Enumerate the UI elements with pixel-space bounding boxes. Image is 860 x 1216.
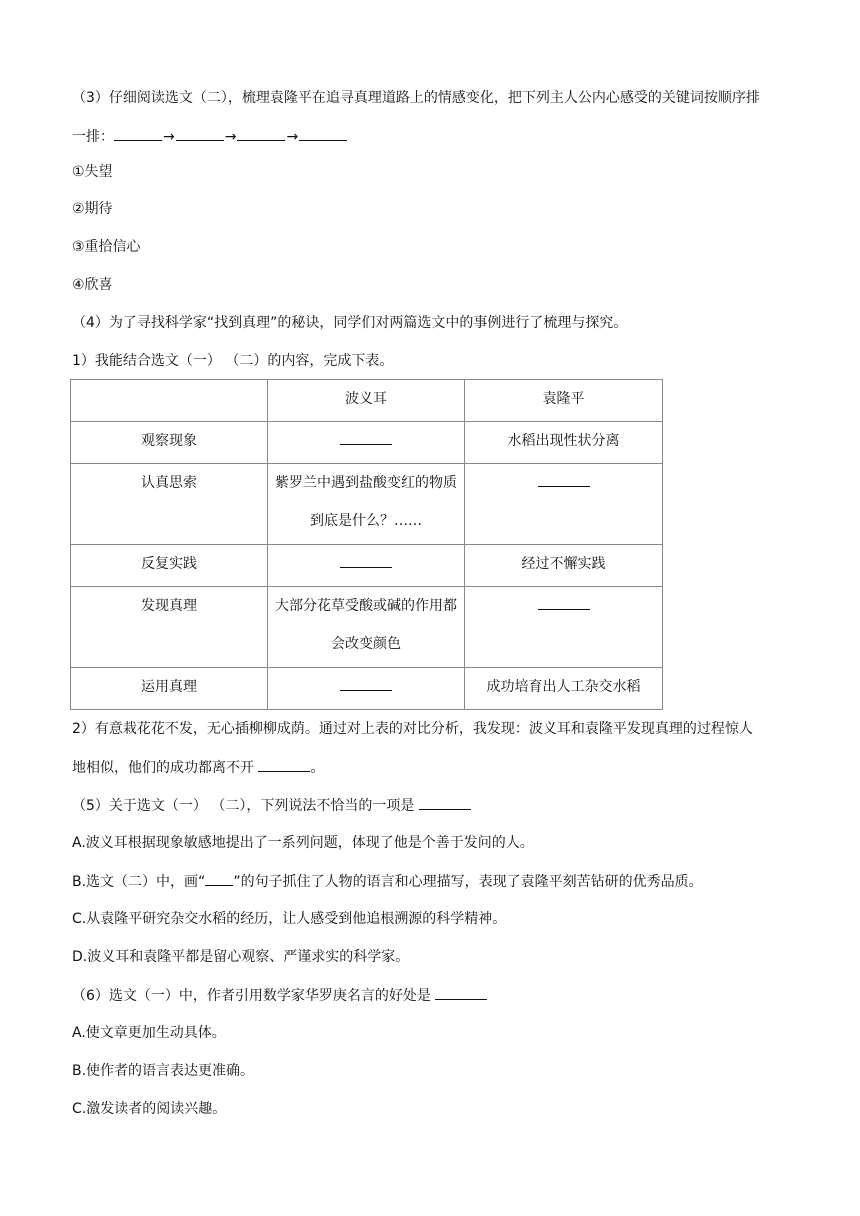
q5-stem — [72, 795, 471, 816]
answer-blank[interactable] — [114, 126, 162, 141]
answer-blank[interactable] — [176, 126, 224, 141]
arrow-icon: → — [286, 129, 299, 145]
q4-sub2-text: 地相似，他们的成功都离不开 — [72, 760, 259, 776]
q6-option-b: B.使作者的语言表达更准确。 — [72, 1063, 255, 1079]
table-cell — [268, 422, 465, 464]
table-header-cell — [71, 380, 268, 422]
cell-text: 会改变颜色 — [331, 636, 401, 652]
q4-sub1: 1）我能结合选文（一） （二）的内容，完成下表。 — [72, 353, 394, 369]
row-label: 运用真理 — [71, 668, 268, 710]
q4-sub2-line2 — [72, 757, 324, 778]
row-label: 认真思索 — [71, 464, 268, 545]
table-cell: 经过不懈实践 — [465, 545, 663, 587]
table-cell: 水稻出现性状分离 — [465, 422, 663, 464]
table-cell — [268, 587, 465, 668]
q6-stem-text: （6）选文（一）中，作者引用数学家华罗庚名言的好处是 — [72, 988, 436, 1004]
q3-option: ①失望 — [72, 164, 113, 180]
q3-option: ③重拾信心 — [72, 239, 141, 255]
answer-blank[interactable] — [340, 422, 392, 445]
answer-blank[interactable] — [258, 757, 310, 772]
q6-option-a: A.使文章更加生动具体。 — [72, 1025, 226, 1041]
q5-stem-text: （5）关于选文（一） （二），下列说法不恰当的一项是 — [72, 798, 419, 814]
q5-option-a: A.波义耳根据现象敏感地提出了一系列问题，体现了他是个善于发问的人。 — [72, 835, 534, 851]
q3-stem-line1: （3）仔细阅读选文（二），梳理袁隆平在追寻真理道路上的情感变化，把下列主人公内心感受的关键词按顺序排 — [72, 90, 760, 106]
answer-blank[interactable] — [538, 587, 590, 610]
answer-blank[interactable] — [237, 126, 285, 141]
q3-stem-line2 — [72, 126, 347, 147]
q4-intro: （4）为了寻找科学家“找到真理”的秘诀，同学们对两篇选文中的事例进行了梳理与探究。 — [72, 315, 628, 331]
table-row — [71, 545, 663, 587]
arrow-icon: → — [163, 129, 175, 145]
table-row — [71, 587, 663, 668]
q5-b-pre: B.选文（二）中，画“ — [72, 874, 206, 890]
table-header-cell: 袁隆平 — [465, 380, 663, 422]
table-header-cell: 波义耳 — [268, 380, 465, 422]
cell-text: 紫罗兰中遇到盐酸变红的物质 — [275, 475, 457, 491]
arrow-icon: → — [224, 129, 237, 145]
q3-option: ②期待 — [72, 201, 113, 217]
q4-sub2-line1: 2）有意栽花花不发，无心插柳柳成荫。通过对上表的对比分析，我发现：波义耳和袁隆平发现真理的过程惊人 — [72, 721, 753, 737]
underline-mark — [205, 871, 233, 886]
comparison-table — [70, 379, 663, 710]
answer-blank[interactable] — [299, 126, 347, 141]
q6-stem — [72, 985, 487, 1006]
table-header-row — [71, 380, 663, 422]
cell-text: 大部分花草受酸或碱的作用都 — [275, 598, 457, 614]
q3-option: ④欣喜 — [72, 277, 113, 293]
answer-blank[interactable] — [538, 464, 590, 487]
answer-blank[interactable] — [435, 985, 487, 1000]
table-cell — [268, 464, 465, 545]
q6-option-c: C.激发读者的阅读兴趣。 — [72, 1101, 227, 1117]
table-cell — [465, 587, 663, 668]
q3-prefix: 一排： — [72, 129, 114, 145]
answer-blank[interactable] — [419, 795, 471, 810]
q4-sub2-end: 。 — [310, 760, 325, 776]
q5-b-post: ”的句子抓住了人物的语言和心理描写，表现了袁隆平刻苦钻研的优秀品质。 — [233, 874, 703, 890]
answer-blank[interactable] — [340, 545, 392, 568]
q5-option-c: C.从袁隆平研究杂交水稻的经历，让人感受到他追根溯源的科学精神。 — [72, 911, 507, 927]
table-row — [71, 464, 663, 545]
cell-text: 到底是什么？…… — [310, 513, 422, 529]
table-row — [71, 668, 663, 710]
table-cell — [268, 545, 465, 587]
row-label: 反复实践 — [71, 545, 268, 587]
row-label: 观察现象 — [71, 422, 268, 464]
table-row — [71, 422, 663, 464]
row-label: 发现真理 — [71, 587, 268, 668]
q5-option-b — [72, 871, 703, 892]
answer-blank[interactable] — [340, 668, 392, 691]
table-cell — [465, 464, 663, 545]
table-cell: 成功培育出人工杂交水稻 — [465, 668, 663, 710]
q5-option-d: D.波义耳和袁隆平都是留心观察、严谨求实的科学家。 — [72, 949, 410, 965]
table-cell — [268, 668, 465, 710]
